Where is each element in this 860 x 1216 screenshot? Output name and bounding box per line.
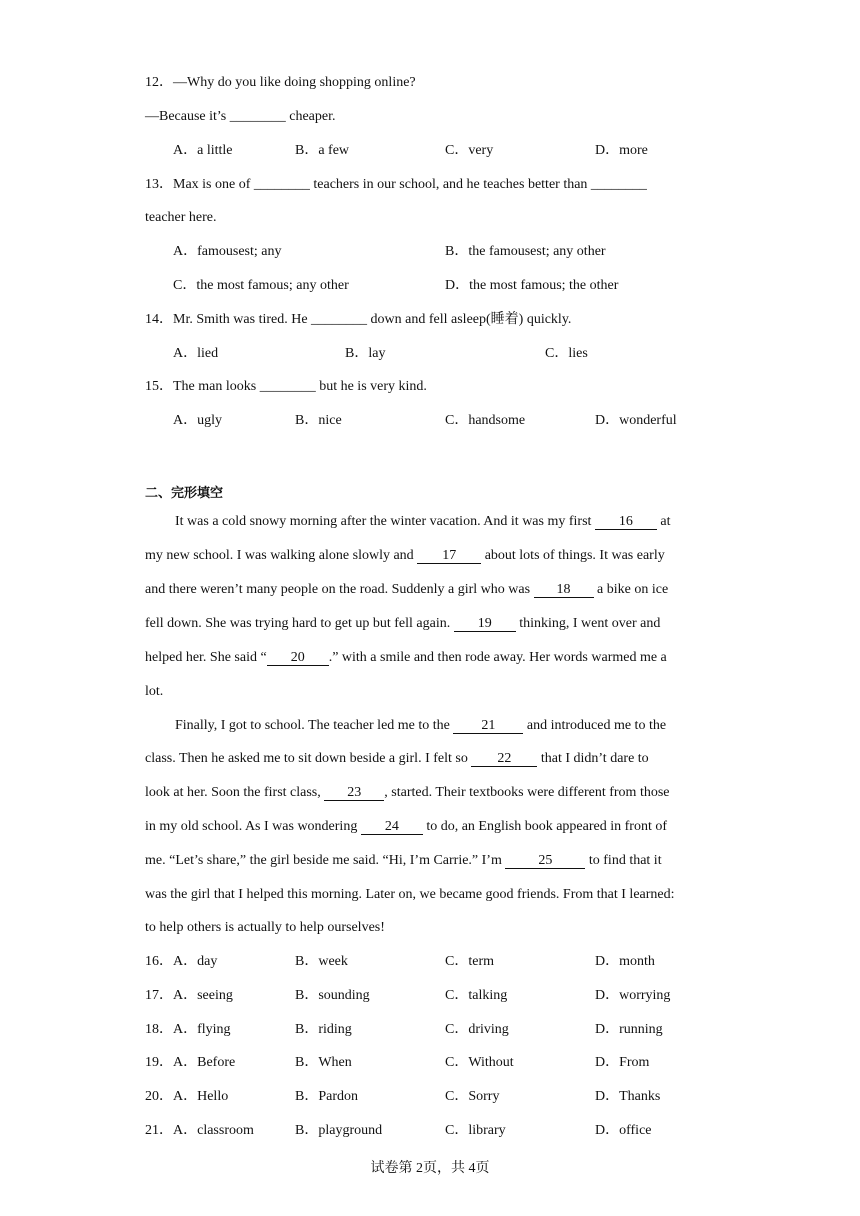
passage-text: my new school. I was walking alone slowly and: [145, 548, 418, 563]
answer-row: [145, 1054, 235, 1072]
passage-line: [175, 717, 666, 735]
option-d: D．office: [595, 1123, 652, 1138]
q13-option-d: D．the most famous; the other: [445, 278, 619, 293]
option-c: C．driving: [445, 1022, 509, 1037]
q12-option-b: B．a few: [295, 143, 350, 158]
blank-22: 22: [471, 751, 537, 767]
option-b: B．When: [295, 1055, 352, 1070]
blank-19: 19: [454, 616, 516, 632]
q12-stem: 12．—Why do you like doing shopping online?: [145, 75, 416, 90]
blank-21: 21: [453, 718, 523, 734]
passage-line: [145, 649, 667, 667]
q14-stem: 14．Mr. Smith was tired. He ________ down and fell asleep(睡着) quickly.: [145, 312, 572, 327]
passage-text: and there weren’t many people on the road. Suddenly a girl who was: [145, 582, 534, 597]
passage-line: [145, 784, 670, 802]
passage-line: [145, 615, 660, 633]
passage-text: that I didn’t dare to: [537, 751, 649, 766]
passage-text: It was a cold snowy morning after the winter vacation. And it was my first: [175, 514, 595, 529]
q12-option-d: D．more: [595, 143, 648, 158]
option-d: D．From: [595, 1055, 650, 1070]
answer-row: [145, 987, 233, 1005]
option-d: D．running: [595, 1022, 663, 1037]
passage-text: helped her. She said “: [145, 650, 267, 665]
blank-17: 17: [417, 548, 481, 564]
answer-row: [145, 953, 217, 971]
passage-line: [145, 852, 662, 870]
passage-text: at: [656, 514, 671, 529]
option-d: D．worrying: [595, 988, 671, 1003]
option-b: B．sounding: [295, 988, 370, 1003]
q12-reply: —Because it’s ________ cheaper.: [145, 109, 336, 124]
passage-line: was the girl that I helped this morning. Later on, we became good friends. From that I learned:: [145, 887, 675, 902]
q15-option-c: C．handsome: [445, 413, 526, 428]
passage-line: [145, 547, 665, 565]
passage-line: [145, 581, 668, 599]
passage-text: , started. Their textbooks were different from those: [384, 785, 670, 800]
passage-text: look at her. Soon the first class,: [145, 785, 325, 800]
passage-text: thinking, I went over and: [515, 616, 661, 631]
passage-text: in my old school. As I was wondering: [145, 819, 361, 834]
passage-text: fell down. She was trying hard to get up but fell again.: [145, 616, 454, 631]
page-footer: 试卷第 2页，共 4页: [370, 1161, 490, 1176]
q15-option-d: D．wonderful: [595, 413, 677, 428]
blank-20: 20: [267, 650, 329, 666]
section-heading-cloze: 二、完形填空: [145, 486, 224, 501]
option-d: D．Thanks: [595, 1089, 661, 1104]
question-number: 17．: [145, 988, 173, 1003]
option-a: A．classroom: [173, 1123, 254, 1138]
blank-16: 16: [595, 514, 657, 530]
option-a: A．day: [173, 954, 218, 969]
question-number: 20．: [145, 1089, 173, 1104]
question-number: 18．: [145, 1022, 173, 1037]
answer-row: [145, 1088, 228, 1106]
option-b: B．Pardon: [295, 1089, 358, 1104]
q13-option-c: C．the most famous; any other: [173, 278, 349, 293]
q13-option-b: B．the famousest; any other: [445, 244, 606, 259]
option-b: B．riding: [295, 1022, 352, 1037]
passage-text: Finally, I got to school. The teacher led me to the: [175, 718, 454, 733]
answer-row: [145, 1021, 231, 1039]
option-b: B．playground: [295, 1123, 383, 1138]
passage-text: class. Then he asked me to sit down beside a girl. I felt so: [145, 751, 472, 766]
q12-option-a: A．a little: [173, 143, 233, 158]
option-c: C．library: [445, 1123, 506, 1138]
passage-line: [145, 818, 667, 836]
option-c: C．term: [445, 954, 494, 969]
q15-stem: 15．The man looks ________ but he is very kind.: [145, 379, 427, 394]
option-c: C．talking: [445, 988, 508, 1003]
q14-option-b: B．lay: [345, 346, 386, 361]
passage-text: and introduced me to the: [523, 718, 667, 733]
passage-text: about lots of things. It was early: [481, 548, 665, 563]
q15-option-b: B．nice: [295, 413, 342, 428]
q13-stem: 13．Max is one of ________ teachers in our school, and he teaches better than ________: [145, 177, 647, 192]
question-number: 16．: [145, 954, 173, 969]
passage-text: to find that it: [585, 853, 662, 868]
q14-option-c: C．lies: [545, 346, 588, 361]
passage-text: me. “Let’s share,” the girl beside me said. “Hi, I’m Carrie.” I’m: [145, 853, 506, 868]
option-c: C．Without: [445, 1055, 514, 1070]
passage-text: .” with a smile and then rode away. Her words warmed me a: [328, 650, 667, 665]
q13-stem-continued: teacher here.: [145, 210, 217, 225]
passage-line: lot.: [145, 684, 164, 699]
option-c: C．Sorry: [445, 1089, 500, 1104]
blank-25: 25: [505, 853, 585, 869]
passage-line: [175, 513, 671, 531]
option-a: A．Before: [173, 1055, 236, 1070]
option-d: D．month: [595, 954, 655, 969]
blank-18: 18: [534, 582, 594, 598]
blank-24: 24: [361, 819, 423, 835]
option-b: B．week: [295, 954, 348, 969]
q12-option-c: C．very: [445, 143, 494, 158]
option-a: A．flying: [173, 1022, 231, 1037]
question-number: 19．: [145, 1055, 173, 1070]
option-a: A．Hello: [173, 1089, 229, 1104]
option-a: A．seeing: [173, 988, 233, 1003]
answer-row: [145, 1122, 254, 1140]
q13-option-a: A．famousest; any: [173, 244, 282, 259]
q14-option-a: A．lied: [173, 346, 219, 361]
q15-option-a: A．ugly: [173, 413, 222, 428]
passage-text: a bike on ice: [593, 582, 669, 597]
question-number: 21．: [145, 1123, 173, 1138]
passage-line: [145, 750, 649, 768]
passage-text: to do, an English book appeared in front of: [422, 819, 667, 834]
blank-23: 23: [324, 785, 384, 801]
passage-line: to help others is actually to help ourselves!: [145, 920, 385, 935]
